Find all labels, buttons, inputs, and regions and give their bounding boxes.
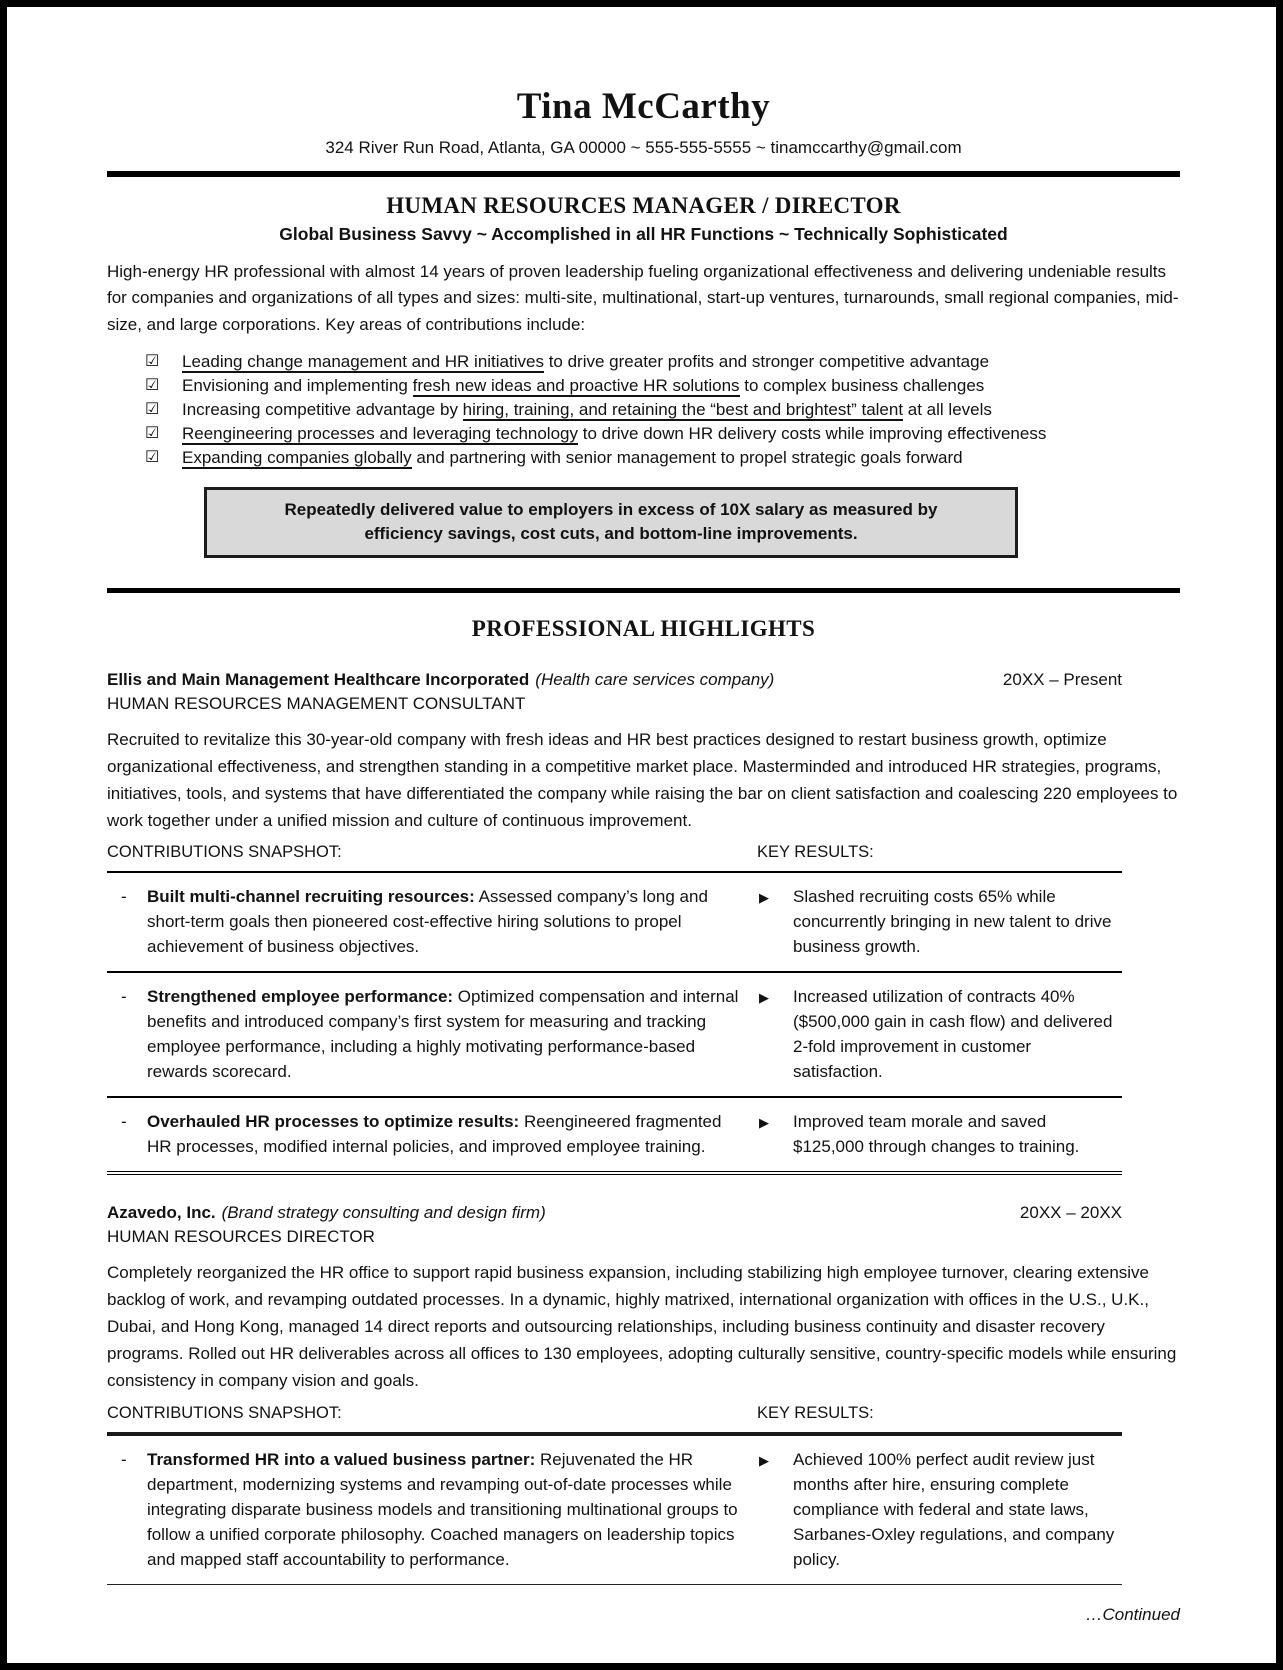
contribution-lead: Transformed HR into a valued business partner: bbox=[147, 1449, 536, 1469]
contribution-body: Rejuvenated the HR department, modernizing systems and revamping out-of-date processes while integrating disparate business models and transitioning multinational groups to follow a unified corporate philosophy. Coached managers on leadership topics and mapped staff accountability to performance. bbox=[147, 1449, 738, 1569]
checked-checkbox-icon: ☑ bbox=[145, 377, 160, 395]
job-title: HUMAN RESOURCES DIRECTOR bbox=[107, 1227, 375, 1247]
bullet-text: to drive down HR delivery costs while improving effectiveness bbox=[578, 424, 1047, 444]
bullet-text: and partnering with senior management to propel strategic goals forward bbox=[411, 448, 963, 468]
job-entry bbox=[107, 670, 1180, 1175]
list-item bbox=[107, 398, 1180, 422]
dash-bullet-icon: - bbox=[121, 1449, 127, 1469]
column-header-results: KEY RESULTS: bbox=[757, 843, 874, 862]
contributions-table bbox=[107, 843, 1122, 1175]
contact-line: 324 River Run Road, Atlanta, GA 00000 ~ 555-555-5555 ~ tinamccarthy@gmail.com bbox=[325, 138, 962, 157]
list-item bbox=[107, 422, 1180, 446]
result-cell bbox=[757, 1447, 1115, 1572]
bullet-underlined-text: Expanding companies globally bbox=[182, 448, 412, 468]
callout-line: Repeatedly delivered value to employers in excess of 10X salary as measured by bbox=[284, 500, 938, 520]
job-header bbox=[107, 670, 1122, 690]
dash-bullet-icon: - bbox=[121, 887, 127, 907]
bullet-underlined-text: fresh new ideas and proactive HR solutions bbox=[412, 376, 740, 396]
dash-bullet-icon: - bbox=[121, 987, 127, 1007]
header-divider bbox=[107, 171, 1180, 177]
checked-checkbox-icon: ☑ bbox=[145, 425, 160, 443]
contribution-lead: Strengthened employee performance: bbox=[147, 987, 454, 1007]
bullet-underlined-text: Reengineering processes and leveraging technology bbox=[182, 424, 578, 444]
list-item bbox=[107, 374, 1180, 398]
result-cell bbox=[757, 884, 1115, 959]
column-header-contributions: CONTRIBUTIONS SNAPSHOT: bbox=[107, 843, 342, 862]
bullet-underlined-text: Leading change management and HR initiatives bbox=[182, 352, 544, 372]
result-cell bbox=[757, 984, 1115, 1084]
candidate-name: Tina McCarthy bbox=[516, 86, 771, 127]
job-title: HUMAN RESOURCES MANAGEMENT CONSULTANT bbox=[107, 694, 526, 714]
job-overview: Recruited to revitalize this 30-year-old company with fresh ideas and HR best practices designed to restart business growth, optimize organizational effectiveness, and strengthen standing in a competitive market place. Masterminded and introduced HR strategies, programs, initiatives, tools, and systems that have differentiated the company while raising the bar on client satisfaction and coalescing 220 employees to work together under a unified mission and culture of continuous improvement. bbox=[107, 730, 1178, 830]
table-row bbox=[107, 873, 1122, 971]
bullet-text: at all levels bbox=[903, 400, 992, 420]
job-entry bbox=[107, 1203, 1180, 1584]
table-row bbox=[107, 1096, 1122, 1171]
arrow-bullet-icon: ▶ bbox=[759, 990, 769, 1006]
value-callout-box bbox=[204, 487, 1018, 558]
contribution-cell bbox=[107, 1109, 742, 1159]
section-divider bbox=[107, 588, 1180, 593]
table-header bbox=[107, 1404, 1122, 1436]
result-text: Increased utilization of contracts 40% ($500,000 gain in cash flow) and delivered 2-fold improvement in customer satisfaction. bbox=[793, 987, 1113, 1082]
arrow-bullet-icon: ▶ bbox=[759, 1452, 769, 1468]
checked-checkbox-icon: ☑ bbox=[145, 449, 160, 467]
bullet-text: to drive greater profits and stronger competitive advantage bbox=[543, 352, 990, 372]
arrow-bullet-icon: ▶ bbox=[759, 1115, 769, 1131]
section-heading: PROFESSIONAL HIGHLIGHTS bbox=[471, 616, 816, 642]
company-name: Ellis and Main Management Healthcare Incorporated bbox=[107, 670, 530, 690]
bullet-text: Envisioning and implementing bbox=[182, 376, 413, 396]
contribution-body: Assessed company’s long and short-term goals then pioneered cost-effective hiring solutions to propel achievement of business objectives. bbox=[147, 887, 708, 957]
employment-dates: 20XX – 20XX bbox=[1019, 1203, 1122, 1223]
company-descriptor: (Brand strategy consulting and design firm) bbox=[221, 1203, 546, 1223]
list-item bbox=[107, 350, 1180, 374]
callout-line: efficiency savings, cost cuts, and bottom-line improvements. bbox=[364, 524, 858, 544]
checked-checkbox-icon: ☑ bbox=[145, 353, 160, 371]
dash-bullet-icon: - bbox=[121, 1112, 127, 1132]
company-name: Azavedo, Inc. bbox=[107, 1203, 216, 1223]
arrow-bullet-icon: ▶ bbox=[759, 890, 769, 906]
continued-note: …Continued bbox=[1085, 1604, 1180, 1624]
contribution-body: Reengineered fragmented HR processes, modified internal policies, and improved employee training. bbox=[147, 1112, 722, 1157]
summary-paragraph: High-energy HR professional with almost 14 years of proven leadership fueling organizational effectiveness and delivering undeniable results for companies and organizations of all types and sizes: multi-site, multinational, start-up ventures, turnarounds, small regional companies, mid-size, and large corporations. Key areas of contributions include: bbox=[107, 262, 1179, 334]
resume-content bbox=[7, 7, 1276, 1663]
bullet-text: Increasing competitive advantage by bbox=[182, 400, 463, 420]
column-header-results: KEY RESULTS: bbox=[757, 1403, 874, 1422]
table-row bbox=[107, 971, 1122, 1096]
contribution-cell bbox=[107, 884, 742, 959]
resume-tagline: Global Business Savvy ~ Accomplished in all HR Functions ~ Technically Sophisticated bbox=[279, 224, 1008, 244]
table-row bbox=[107, 1436, 1122, 1584]
contribution-cell bbox=[107, 1447, 742, 1572]
table-header bbox=[107, 843, 1122, 873]
contribution-lead: Overhauled HR processes to optimize results: bbox=[147, 1112, 520, 1132]
bullet-text: to complex business challenges bbox=[739, 376, 985, 396]
job-overview: Completely reorganized the HR office to support rapid business expansion, including stabilizing high employee turnover, clearing extensive backlog of work, and revamping outdated processes. In a dynamic, highly matrixed, international organization with offices in the U.S., U.K., Dubai, and Hong Kong, managed 14 direct reports and outsourcing relationships, including business continuity and disaster recovery programs. Rolled out HR deliverables across all offices to 130 employees, adopting culturally sensitive, country-specific models while ensuring consistency in company vision and goals. bbox=[107, 1263, 1177, 1390]
resume-title: HUMAN RESOURCES MANAGER / DIRECTOR bbox=[386, 193, 901, 218]
key-contributions-list bbox=[107, 350, 1180, 470]
contributions-table bbox=[107, 1404, 1122, 1585]
result-text: Achieved 100% perfect audit review just months after hire, ensuring complete compliance with federal and state laws, Sarbanes-Oxley regulations, and company policy. bbox=[793, 1449, 1115, 1569]
bullet-underlined-text: hiring, training, and retaining the “best and brightest” talent bbox=[462, 400, 904, 420]
result-text: Slashed recruiting costs 65% while concurrently bringing in new talent to drive business growth. bbox=[793, 887, 1112, 957]
result-text: Improved team morale and saved $125,000 through changes to training. bbox=[793, 1112, 1080, 1157]
company-descriptor: (Health care services company) bbox=[535, 670, 775, 690]
contribution-body: Optimized compensation and internal benefits and introduced company’s first system for measuring and tracking employee performance, including a highly motivating performance-based rewards scorecard. bbox=[147, 987, 739, 1082]
list-item bbox=[107, 446, 1180, 470]
result-cell bbox=[757, 1109, 1115, 1159]
employment-dates: 20XX – Present bbox=[1002, 670, 1122, 690]
job-header bbox=[107, 1203, 1122, 1223]
contribution-cell bbox=[107, 984, 742, 1084]
column-header-contributions: CONTRIBUTIONS SNAPSHOT: bbox=[107, 1403, 342, 1422]
contribution-lead: Built multi-channel recruiting resources: bbox=[147, 887, 475, 907]
checked-checkbox-icon: ☑ bbox=[145, 401, 160, 419]
